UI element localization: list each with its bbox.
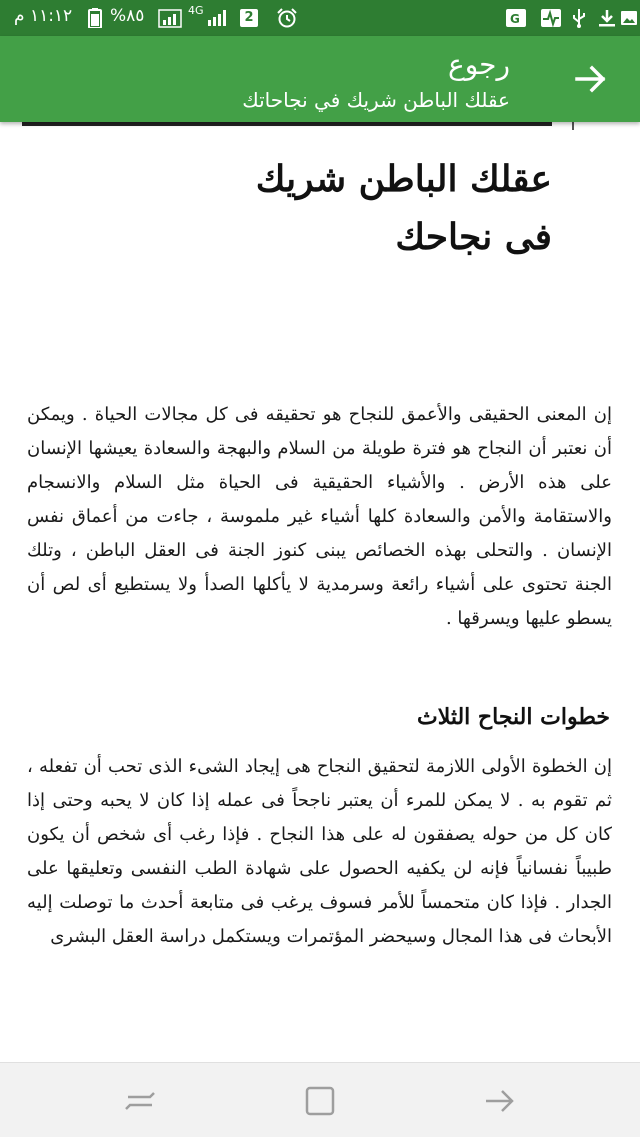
notification-count-icon: 2 <box>240 9 258 27</box>
chapter-title <box>92 150 552 266</box>
navigation-bar <box>0 1062 640 1137</box>
back-label[interactable]: رجوع <box>447 48 510 81</box>
alarm-icon <box>276 8 298 28</box>
paragraph-2: إن الخطوة الأولى اللازمة لتحقيق النجاح هى إيجاد الشىء الذى تحب أن تفعله ، ثم تقوم به . لا يمكن للمرء أن يعتبر ناجحاً فى عمله إذا كان لا يحبه وحتى إذا كان كل من حوله يصفقون له على هذا النجاح . فإذا رغب أى شخص أن يكون طبيباً نفسانياً فإنه لن يكفيه الحصول على شهادة الطب النفسى وتعليقها على الجدار . فإذا كان متحمساً للأمر فسوف يرغب فى متابعة أحدث ما توصلت إليه الأبحاث فى هذا المجال وسيحضر المؤتمرات ويستكمل دراسة العقل البشرى <box>27 756 612 947</box>
status-time: ١١:١٢ م <box>14 6 73 26</box>
chapter-title-line-2: فى نجاحك <box>395 216 552 258</box>
signal-icon <box>158 8 182 28</box>
network-type: 4G <box>188 4 204 17</box>
download-icon <box>596 8 618 28</box>
page-top-rule <box>22 122 552 126</box>
image-icon <box>620 8 638 28</box>
book-title-label: عقلك الباطن شريك في نجاحاتك <box>242 88 510 112</box>
app-bar <box>0 36 640 122</box>
translate-icon <box>505 8 527 28</box>
section-heading: خطوات النجاح الثلاث <box>416 704 610 730</box>
recent-apps-icon[interactable] <box>122 1083 158 1119</box>
arrow-right-icon[interactable] <box>574 64 608 94</box>
chapter-title-line-1: عقلك الباطن شريك <box>255 158 552 200</box>
battery-icon <box>88 8 102 28</box>
svg-text:G: G <box>510 12 520 26</box>
page-top-mark <box>572 122 574 130</box>
activity-icon <box>540 8 562 28</box>
paragraph-1: إن المعنى الحقيقى والأعمق للنجاح هو تحقيقه فى كل مجالات الحياة . ويمكن أن نعتبر أن النجاح هو فترة طويلة من السلام والبهجة والسعادة يعيشها الإنسان على هذه الأرض . والأشياء الحقيقية فى الحياة مثل السلام والانسجام والاستقامة والأمن والسعادة كلها أشياء غير ملموسة ، جاءت من أعماق نفس الإنسان . والتحلى بهذه الخصائص يبنى كنوز الجنة فى العقل الباطن ، وتلك الجنة تحتوى على أشياء رائعة وسرمدية لا يأكلها الصدأ ولا يستطيع أى لص أن يسطو عليها ويسرقها . <box>27 404 612 629</box>
usb-icon <box>570 8 588 28</box>
book-page[interactable] <box>0 122 640 1062</box>
battery-percent: %٨٥ <box>110 6 145 26</box>
back-icon[interactable] <box>482 1083 518 1119</box>
status-bar <box>0 0 640 36</box>
home-icon[interactable] <box>302 1083 338 1119</box>
signal-icon-2 <box>205 8 229 28</box>
